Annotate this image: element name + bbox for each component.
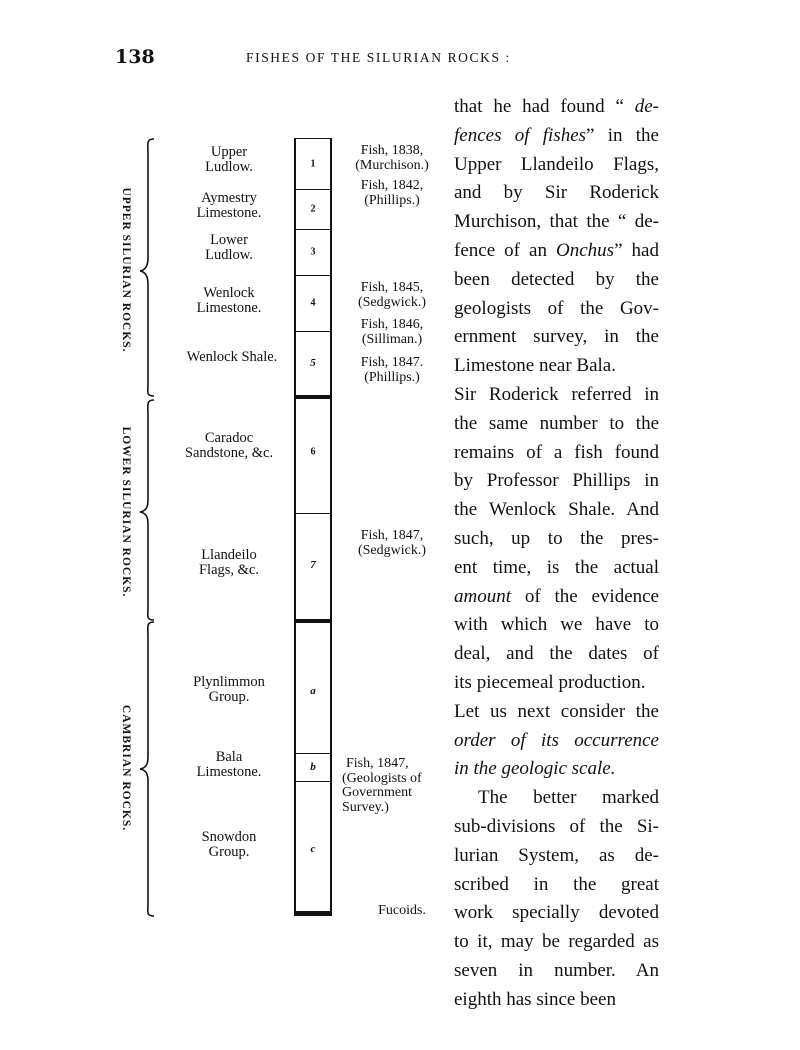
italic-text: amount xyxy=(454,585,511,607)
text-span: of the evidence xyxy=(511,585,659,607)
stratum-snowdon-group: Snowdon Group. xyxy=(201,829,257,860)
stratum-aymestry-limestone: Aymestry Limestone. xyxy=(196,190,262,221)
text-line xyxy=(454,499,659,521)
text-line xyxy=(454,931,659,953)
text-line xyxy=(454,845,659,867)
column-divider xyxy=(296,229,330,230)
brace-lower-silurian xyxy=(140,400,154,620)
text-span: ernment survey, in the xyxy=(454,326,659,348)
text-span: Sir Roderick referred in xyxy=(454,384,659,405)
text-span: Let us next consider the xyxy=(454,700,659,722)
fossil-record: Fish, 1838, (Murchison.) xyxy=(355,143,429,173)
text-span: ent time, is the actual xyxy=(454,556,659,578)
column-divider xyxy=(296,513,330,514)
text-span: to it, may be regarded as xyxy=(454,931,659,953)
column-divider xyxy=(296,781,330,782)
stratum-llandeilo-flags: Llandeilo Flags, &c. xyxy=(198,547,259,578)
text-line xyxy=(454,643,659,665)
fossil-record: Fish, 1847, (Geologists of Government Survey.) xyxy=(342,756,422,815)
text-line xyxy=(454,528,659,550)
text-line xyxy=(454,240,659,262)
text-span: Upper Llandeilo Flags, xyxy=(454,153,659,175)
stratum-number: 3 xyxy=(310,246,316,258)
text-line xyxy=(454,182,659,204)
text-span: been detected by the xyxy=(454,268,659,290)
stratum-wenlock-limestone: Wenlock Limestone. xyxy=(196,285,262,316)
stratum-number: 6 xyxy=(310,446,316,458)
stratum-number: a xyxy=(310,685,316,697)
text-line xyxy=(454,672,659,694)
text-span: that he had found “ xyxy=(454,96,635,117)
text-span: sub-divisions of the Si- xyxy=(454,816,659,837)
stratum-plynlimmon-group: Plynlimmon Group. xyxy=(193,674,265,705)
fossil-record: Fish, 1846, (Silliman.) xyxy=(360,317,424,347)
text-line xyxy=(454,614,659,636)
italic-text: fences of fishes xyxy=(454,124,587,146)
italic-text: de- xyxy=(634,96,659,117)
column-divider-major xyxy=(296,395,330,399)
stratum-number: c xyxy=(310,843,316,855)
text-span: the Wenlock Shale. And xyxy=(454,499,659,521)
stratum-number: 4 xyxy=(310,297,316,309)
text-line xyxy=(454,989,659,1011)
text-line xyxy=(478,787,659,809)
stratum-caradoc-sandstone: Caradoc Sandstone, &c. xyxy=(184,430,274,461)
fossil-record: Fish, 1845, (Sedgwick.) xyxy=(357,280,427,310)
text-span: lurian System, as de- xyxy=(454,844,659,866)
brace-cambrian xyxy=(140,622,154,916)
text-span: scribed in the great xyxy=(454,873,659,895)
column-divider xyxy=(296,753,330,754)
stratum-number: 5 xyxy=(310,357,316,369)
italic-text: Onchus xyxy=(556,240,615,261)
text-span: by Professor Phillips in xyxy=(454,470,659,492)
text-span: deal, and the dates of xyxy=(454,643,659,665)
text-span: its piecemeal production. xyxy=(454,672,646,693)
text-line xyxy=(454,730,659,752)
text-line xyxy=(454,413,659,435)
italic-text: order of its occurrence xyxy=(454,729,659,751)
text-span: ” in the xyxy=(586,124,659,146)
column-divider xyxy=(296,275,330,276)
column-divider-major xyxy=(296,619,330,623)
text-line xyxy=(454,816,659,838)
text-span: Murchison, that the “ de- xyxy=(454,211,659,233)
text-line xyxy=(454,96,659,118)
fossil-record: Fish, 1842, (Phillips.) xyxy=(360,178,424,208)
text-span: ” had xyxy=(614,240,659,261)
text-line xyxy=(454,442,659,464)
text-line xyxy=(454,298,659,320)
text-span: eighth has since been xyxy=(454,988,616,1010)
stratum-number: b xyxy=(310,761,316,773)
fossil-record: Fucoids. xyxy=(378,903,426,918)
text-line xyxy=(454,154,659,176)
text-span: remains of a fish found xyxy=(454,441,659,463)
column-divider xyxy=(296,189,330,190)
text-line xyxy=(454,586,659,608)
text-line xyxy=(454,701,659,723)
stratum-wenlock-shale: Wenlock Shale. xyxy=(186,349,278,365)
brace-upper-silurian xyxy=(140,139,154,396)
text-line xyxy=(454,874,659,896)
text-line xyxy=(454,470,659,492)
stratigraphic-column xyxy=(294,138,332,916)
stratum-bala-limestone: Bala Limestone. xyxy=(196,749,262,780)
italic-text: in the geologic scale. xyxy=(454,758,616,780)
text-span: with which we have to xyxy=(454,614,659,636)
page-number: 138 xyxy=(115,46,155,68)
text-line xyxy=(454,758,659,780)
text-span: and by Sir Roderick xyxy=(454,182,659,204)
group-braces xyxy=(136,130,166,930)
group-label-cambrian: CAMBRIAN ROCKS. xyxy=(120,704,132,832)
text-line xyxy=(454,355,659,377)
column-divider-major xyxy=(296,911,330,915)
text-span: work specially devoted xyxy=(454,902,659,924)
text-span: such, up to the pres- xyxy=(454,528,659,549)
fossil-record: Fish, 1847, (Sedgwick.) xyxy=(357,528,427,558)
group-label-lower-silurian: LOWER SILURIAN ROCKS. xyxy=(120,426,132,598)
text-span: geologists of the Gov- xyxy=(454,297,659,319)
text-line xyxy=(454,384,659,406)
text-span: Limestone near Bala. xyxy=(454,355,616,377)
text-span: fence of an xyxy=(454,240,557,261)
text-line xyxy=(454,269,659,291)
column-divider xyxy=(296,331,330,332)
text-span: the same number to the xyxy=(454,412,659,434)
text-line xyxy=(454,211,659,233)
stratum-lower-ludlow: Lower Ludlow. xyxy=(205,232,253,263)
text-line xyxy=(454,326,659,348)
text-line xyxy=(454,557,659,579)
text-line xyxy=(454,125,659,147)
group-label-upper-silurian: UPPER SILURIAN ROCKS. xyxy=(120,187,132,353)
fossil-record: Fish, 1847. (Phillips.) xyxy=(360,355,424,385)
stratum-number: 2 xyxy=(310,203,316,215)
text-line xyxy=(454,902,659,924)
stratum-upper-ludlow: Upper Ludlow. xyxy=(205,144,253,175)
running-head: FISHES OF THE SILURIAN ROCKS : xyxy=(246,50,511,65)
text-line xyxy=(454,960,659,982)
stratum-number: 1 xyxy=(310,158,316,170)
stratum-number: 7 xyxy=(310,559,316,571)
text-span: The better marked xyxy=(478,787,659,809)
text-span: seven in number. An xyxy=(454,960,659,981)
